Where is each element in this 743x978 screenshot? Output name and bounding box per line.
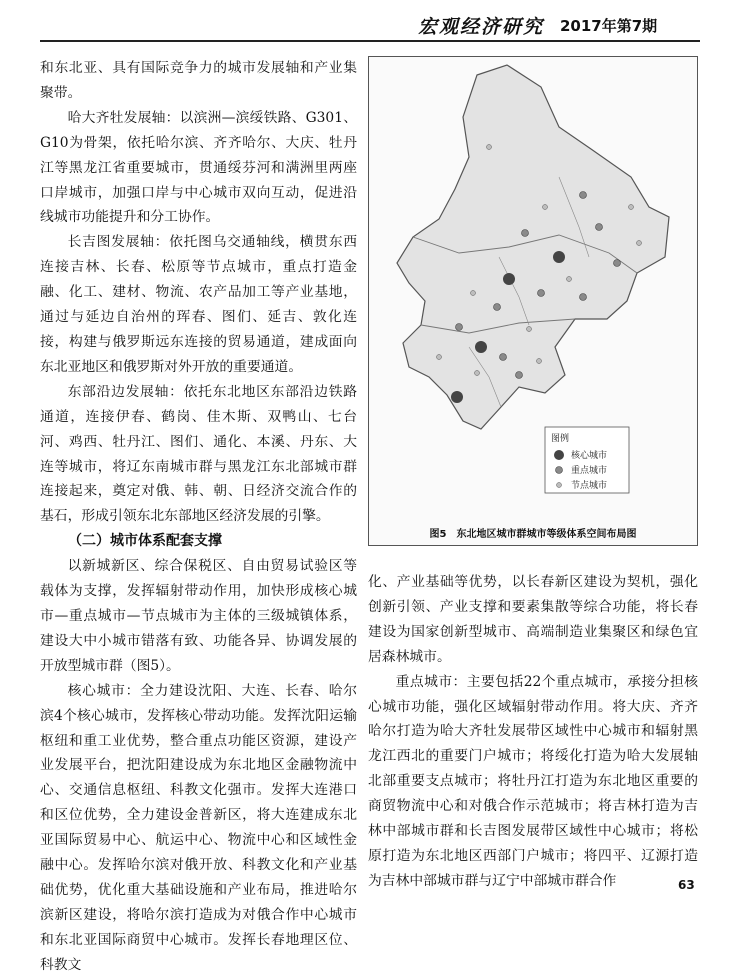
- map-graphic: [369, 57, 697, 507]
- paragraph: 以新城新区、综合保税区、自由贸易试验区等载体为支撑，发挥辐射带动作用，加快形成核心城市—重点城市—节点城市为主体的三级城镇体系，建设大中小城市错落有致、功能各异、协调发展的开放型城市群（图5）。: [40, 558, 357, 674]
- node-city-marker: [567, 277, 572, 282]
- key-city-marker: [596, 224, 603, 231]
- key-city-marker: [614, 260, 621, 267]
- key-city-marker: [538, 290, 545, 297]
- header-rule: [40, 40, 700, 42]
- section-heading: （二）城市体系配套支撑: [68, 533, 222, 550]
- page-number: 63: [678, 878, 695, 892]
- key-city-marker: [580, 294, 587, 301]
- core-city-marker: [475, 341, 487, 353]
- figure-map: [368, 56, 698, 546]
- legend-node-icon: [557, 483, 562, 488]
- node-city-marker: [437, 355, 442, 360]
- key-city-marker: [456, 324, 463, 331]
- map-legend: [545, 427, 629, 493]
- key-city-marker: [522, 230, 529, 237]
- journal-name: 宏观经济研究: [418, 16, 545, 38]
- paragraph: 长吉图发展轴：依托图乌交通轴线，横贯东西连接吉林、长春、松原等节点城市，重点打造金融、化工、建材、物流、农产品加工等产业基地，通过与延边自治州的珲春、图们、延吉、敦化连接，构建与俄罗斯远东连接的贸易通道，建成面向东北亚地区和俄罗斯对外开放的重要通道。: [40, 234, 357, 375]
- legend-key-icon: [556, 467, 563, 474]
- node-city-marker: [487, 145, 492, 150]
- paragraph: 化、产业基础等优势，以长春新区建设为契机，强化创新引领、产业支撑和要素集散等综合功能，将长春建设为国家创新型城市、高端制造业集聚区和绿色宜居森林城市。: [368, 574, 698, 665]
- core-city-marker: [503, 273, 515, 285]
- node-city-marker: [471, 291, 476, 296]
- legend-core-label: 核心城市: [571, 451, 608, 461]
- node-city-marker: [637, 241, 642, 246]
- legend-core-icon: [554, 450, 564, 460]
- key-city-marker: [580, 192, 587, 199]
- paragraph: 哈大齐牡发展轴：以滨洲—滨绥铁路、G301、G10为骨架，依托哈尔滨、齐齐哈尔、大庆、牡丹江等黑龙江省重要城市，贯通绥芬河和满洲里两座口岸城市，加强口岸与中心城市双向互动，促进沿线城市功能提升和分工协作。: [40, 109, 357, 226]
- paragraph: 东部沿边发展轴：依托东北地区东部沿边铁路通道，连接伊春、鹤岗、佳木斯、双鸭山、七台河、鸡西、牡丹江、图们、通化、本溪、丹东、大连等城市，将辽东南城市群与黑龙江东北部城市群连接起来，奠定对俄、韩、朝、日经济交流合作的基石，形成引领东北东部地区经济发展的引擎。: [40, 383, 357, 525]
- key-city-marker: [494, 304, 501, 311]
- paragraph: 重点城市：主要包括22个重点城市，承接分担核心城市功能，强化区域辐射带动作用。将大庆、齐齐哈尔打造为哈大齐牡发展带区域性中心城市和辐射黑龙江西北的重要门户城市；将绥化打造为哈大发展轴北部重要支点城市；将牡丹江打造为东北地区重要的商贸物流中心和对俄合作示范城市；将吉林打造为吉林中部城市群和长吉图发展带区域性中心城市；将松原打造为东北地区西部门户城市；将四平、辽源打造为吉林中部城市群与辽宁中部城市群合作: [368, 673, 698, 889]
- node-city-marker: [527, 327, 532, 332]
- key-city-marker: [516, 372, 523, 379]
- core-city-marker: [553, 251, 565, 263]
- key-city-marker: [500, 354, 507, 361]
- legend-title: 图例: [551, 434, 570, 444]
- right-column: [368, 570, 698, 894]
- paragraph: 核心城市：全力建设沈阳、大连、长春、哈尔滨4个核心城市，发挥核心带动功能。发挥沈阳运输枢纽和重工业优势，整合重点功能区资源，建设产业发展平台，把沈阳建设成为东北地区金融物流中心、交通信息枢纽、科教文化强市。发挥大连港口和区位优势，全力建设金普新区，将大连建成东北亚国际贸易中心、航运中心、物流中心和区域性金融中心。发挥哈尔滨对俄开放、科教文化和产业基础优势，优化重大基础设施和产业布局，推进哈尔滨新区建设，将哈尔滨打造成为对俄合作中心城市和东北亚国际商贸中心城市。发挥长春地理区位、科教文: [40, 682, 357, 973]
- paragraph: 和东北亚、具有国际竞争力的城市发展轴和产业集聚带。: [40, 60, 357, 101]
- region-shape: [397, 65, 669, 429]
- node-city-marker: [543, 205, 548, 210]
- left-column: [40, 56, 357, 978]
- node-city-marker: [629, 205, 634, 210]
- legend-key-label: 重点城市: [571, 466, 608, 476]
- issue-label: 2017年第7期: [560, 17, 658, 35]
- core-city-marker: [451, 391, 463, 403]
- figure-caption: 图5 东北地区城市群城市等级体系空间布局图: [429, 529, 637, 540]
- node-city-marker: [475, 371, 480, 376]
- legend-node-label: 节点城市: [571, 481, 608, 491]
- node-city-marker: [537, 359, 542, 364]
- page-header: [0, 0, 743, 46]
